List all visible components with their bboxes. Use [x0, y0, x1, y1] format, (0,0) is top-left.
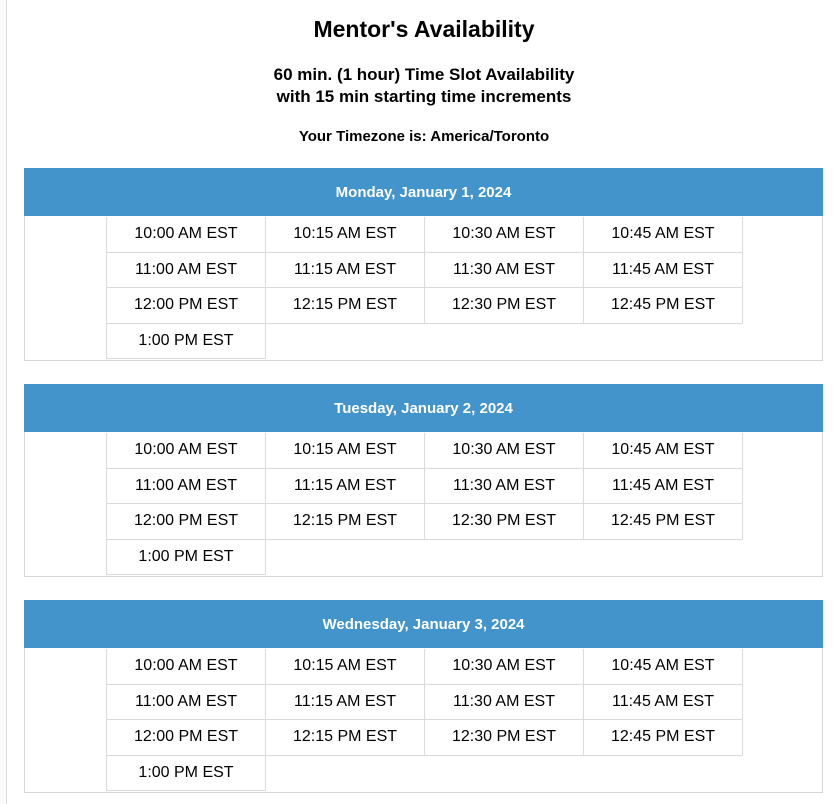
time-slot[interactable]: 10:00 AM EST	[107, 649, 266, 685]
time-slot[interactable]: 10:30 AM EST	[425, 433, 584, 469]
time-slot[interactable]: 11:15 AM EST	[266, 469, 425, 505]
time-slot[interactable]: 1:00 PM EST	[107, 756, 266, 792]
time-slot[interactable]: 10:30 AM EST	[425, 649, 584, 685]
time-slot[interactable]: 11:30 AM EST	[425, 685, 584, 721]
time-slot[interactable]: 12:45 PM EST	[584, 720, 743, 756]
time-slot[interactable]: 12:00 PM EST	[107, 720, 266, 756]
time-slot[interactable]: 10:15 AM EST	[266, 649, 425, 685]
time-slot-grid	[106, 649, 747, 791]
time-slot[interactable]: 12:30 PM EST	[425, 288, 584, 324]
left-border	[0, 0, 7, 804]
time-slot[interactable]: 11:45 AM EST	[584, 685, 743, 721]
time-slot[interactable]: 11:00 AM EST	[107, 253, 266, 289]
day-card-wednesday	[24, 600, 823, 793]
time-slot-grid	[106, 433, 747, 575]
time-slot[interactable]: 10:45 AM EST	[584, 433, 743, 469]
time-slot[interactable]: 11:15 AM EST	[266, 685, 425, 721]
day-header: Wednesday, January 3, 2024	[24, 600, 823, 648]
time-slot[interactable]: 12:15 PM EST	[266, 720, 425, 756]
subtitle-line-2: with 15 min starting time increments	[276, 87, 572, 106]
time-slot[interactable]: 11:00 AM EST	[107, 685, 266, 721]
time-slot[interactable]: 11:30 AM EST	[425, 253, 584, 289]
timezone-label: Your Timezone is: America/Toronto	[298, 128, 550, 145]
day-header: Monday, January 1, 2024	[24, 168, 823, 216]
time-slot[interactable]: 10:45 AM EST	[584, 649, 743, 685]
day-card-tuesday	[24, 384, 823, 577]
time-slot[interactable]: 10:30 AM EST	[425, 217, 584, 253]
time-slot[interactable]: 11:30 AM EST	[425, 469, 584, 505]
subtitle-line-1: 60 min. (1 hour) Time Slot Availability	[273, 65, 575, 84]
time-slot[interactable]: 10:00 AM EST	[107, 433, 266, 469]
day-header: Tuesday, January 2, 2024	[24, 384, 823, 432]
time-slot[interactable]: 12:45 PM EST	[584, 288, 743, 324]
page-title: Mentor's Availability	[313, 16, 535, 42]
time-slot-grid	[106, 217, 747, 359]
time-slot[interactable]: 10:00 AM EST	[107, 217, 266, 253]
time-slot[interactable]: 10:45 AM EST	[584, 217, 743, 253]
time-slot[interactable]: 12:00 PM EST	[107, 288, 266, 324]
time-slot[interactable]: 12:15 PM EST	[266, 504, 425, 540]
time-slot[interactable]: 10:15 AM EST	[266, 433, 425, 469]
time-slot[interactable]: 11:15 AM EST	[266, 253, 425, 289]
time-slot[interactable]: 12:30 PM EST	[425, 504, 584, 540]
page-subtitle	[0, 64, 840, 108]
time-slot[interactable]: 11:45 AM EST	[584, 469, 743, 505]
time-slot[interactable]: 12:30 PM EST	[425, 720, 584, 756]
time-slot[interactable]: 1:00 PM EST	[107, 540, 266, 576]
time-slot[interactable]: 10:15 AM EST	[266, 217, 425, 253]
time-slot[interactable]: 11:45 AM EST	[584, 253, 743, 289]
time-slot[interactable]: 11:00 AM EST	[107, 469, 266, 505]
time-slot[interactable]: 12:45 PM EST	[584, 504, 743, 540]
day-card-monday	[24, 168, 823, 361]
time-slot[interactable]: 1:00 PM EST	[107, 324, 266, 360]
time-slot[interactable]: 12:00 PM EST	[107, 504, 266, 540]
time-slot[interactable]: 12:15 PM EST	[266, 288, 425, 324]
